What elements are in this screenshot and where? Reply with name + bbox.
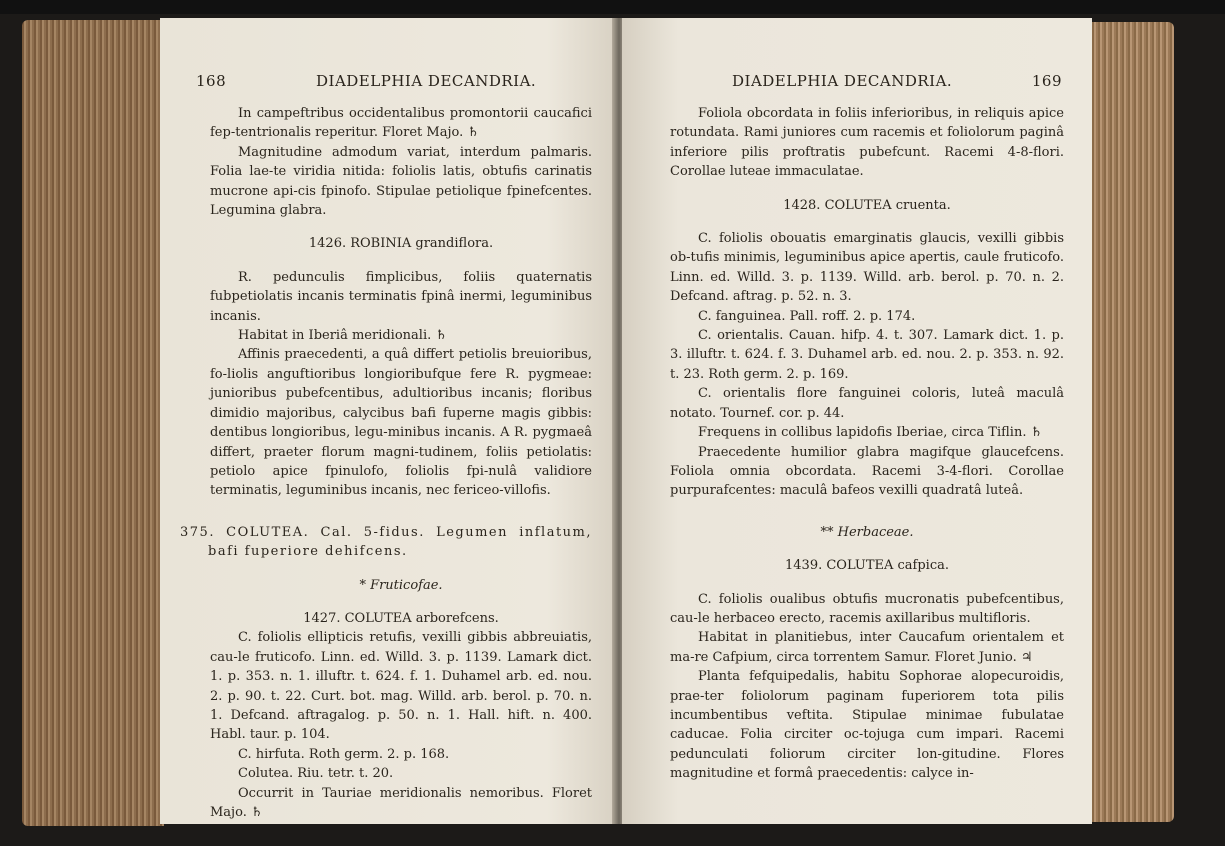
left-page-number: 168 — [196, 72, 227, 90]
paragraph: Habitat in planitiebus, inter Caucafum orientalem et ma-re Cafpium, circa torrentem Samur. Floret Junio. ♃ — [670, 630, 1064, 665]
section-heading: * Fruticofae. — [359, 577, 443, 593]
genus-heading: 375. COLUTEA. Cal. 5-fidus. Legumen inflatum, bafi fuperiore dehifcens. — [180, 524, 592, 560]
paragraph: C. hirfuta. Roth germ. 2. p. 168. — [238, 746, 450, 762]
paragraph: C. foliolis ellipticis retufis, vexilli gibbis abbreuiatis, cau-le fruticofo. Linn. ed. Willd. 3. p. 1139. Lamark dict. 1. p. 353. n. 1. illuftr. t. 624. f. 1. Duhamel arb. ed. nou. 2. p. 90. t. 22. Curt. bot. mag. Willd. arb. berol. p. 70. n. 1. Defcand. aftragalog. p. 50. n. 1. Hall. hift. n. 400. Habl. taur. p. 104. — [210, 630, 592, 743]
species-heading: 1427. COLUTEA arborefcens. — [303, 610, 499, 626]
paragraph: C. orientalis. Cauan. hifp. 4. t. 307. Lamark dict. 1. p. 3. illuftr. t. 624. f. 3. Duhamel arb. ed. nou. 2. p. 353. n. 92. t. 23. Roth germ. 2. p. 169. — [670, 328, 1064, 382]
paragraph: C. orientalis flore fanguinei coloris, luteâ maculâ notato. Tournef. cor. p. 44. — [670, 386, 1064, 421]
species-heading: 1439. COLUTEA cafpica. — [785, 558, 949, 574]
page-edges-right — [1092, 22, 1174, 822]
paragraph: Foliola obcordata in foliis inferioribus, in reliquis apice rotundata. Rami juniores cum racemis et foliolorum paginâ inferiore pilis proftratis pubefcunt. Racemi 4-8-flori. Corollae luteae immaculatae. — [670, 106, 1064, 180]
right-page-body — [670, 104, 1064, 784]
paragraph: Praecedente humilior glabra magifque glaucefcens. Foliola omnia obcordata. Racemi 3-4-flori. Corollae purpurafcentes: maculâ bafeos vexilli quadratâ luteâ. — [670, 444, 1064, 499]
paragraph: Affinis praecedenti, a quâ differt petiolis breuioribus, fo-liolis anguftioribus longioribufque fere R. pygmeae: junioribus pubefcentibus, adultioribus incanis; floribus dimidio majoribus, calycibus bafi fuperne magis gibbis: dentibus longioribus, legu-minibus incanis. A R. pygmaeâ differt, praeter florum magni-tudinem, foliis petiolatis: petiolo apice fpinulofo, foliolis fpi-nulâ validiore terminatis, leguminibus incanis, nec fericeo-villofis. — [210, 347, 592, 499]
section-heading: ** Herbaceae. — [820, 524, 914, 540]
paragraph: Frequens in collibus lapidofis Iberiae, circa Tiflin. ♄ — [698, 425, 1043, 441]
paragraph: Magnitudine admodum variat, interdum palmaris. Folia lae-te viridia nitida: foliolis latis, obtufis carinatis mucrone api-cis fpinofo. Stipulae petiolique fpinefcentes. Legumina glabra. — [210, 144, 592, 219]
species-heading: 1426. ROBINIA grandiflora. — [308, 236, 494, 252]
paragraph: C. foliolis oualibus obtufis mucronatis pubefcentibus, cau-le herbaceo erecto, racemis axillaribus multifloris. — [670, 591, 1064, 626]
paragraph: R. pedunculis fimplicibus, foliis quaternatis fubpetiolatis incanis terminatis fpinâ inermi, leguminibus incanis. — [210, 269, 592, 324]
right-page — [622, 18, 1092, 824]
right-page-header — [732, 72, 1062, 90]
paragraph: C. fanguinea. Pall. roff. 2. p. 174. — [698, 308, 916, 324]
right-page-number: 169 — [1031, 72, 1062, 90]
paragraph: C. foliolis obouatis emarginatis glaucis, vexilli gibbis ob-tufis minimis, leguminibus apice apertis, caule fruticofo. Linn. ed. Willd. 3. p. 1139. Willd. arb. berol. p. 70. n. 2. Defcand. aftrag. p. 52. n. 3. — [670, 231, 1064, 305]
right-running-title: DIADELPHIA DECANDRIA. — [732, 72, 953, 90]
left-page-body — [180, 104, 592, 822]
page-edges-left — [22, 20, 164, 826]
paragraph: In campeftribus occidentalibus promontorii caucafici fep-tentrionalis reperitur. Floret Majo. ♄ — [210, 106, 592, 141]
paragraph: Planta fefquipedalis, habitu Sophorae alopecuroidis, prae-ter foliolorum paginam fuperiorem tota pilis incumbentibus veftita. Stipulae minimae fubulatae caducae. Folia circiter oc-tojuga cum impari. Racemi pedunculati foliorum circiter lon-gitudine. Flores magnitudine et formâ praecedentis: calyce in- — [670, 669, 1064, 782]
left-page — [160, 18, 616, 824]
species-heading: 1428. COLUTEA cruenta. — [783, 197, 951, 213]
left-running-title: DIADELPHIA DECANDRIA. — [316, 72, 537, 90]
left-page-header — [196, 72, 598, 90]
paragraph: Habitat in Iberiâ meridionali. ♄ — [238, 328, 448, 344]
paragraph: Colutea. Riu. tetr. t. 20. — [238, 766, 394, 782]
paragraph: Occurrit in Tauriae meridionalis nemoribus. Floret Majo. ♄ — [210, 785, 592, 820]
